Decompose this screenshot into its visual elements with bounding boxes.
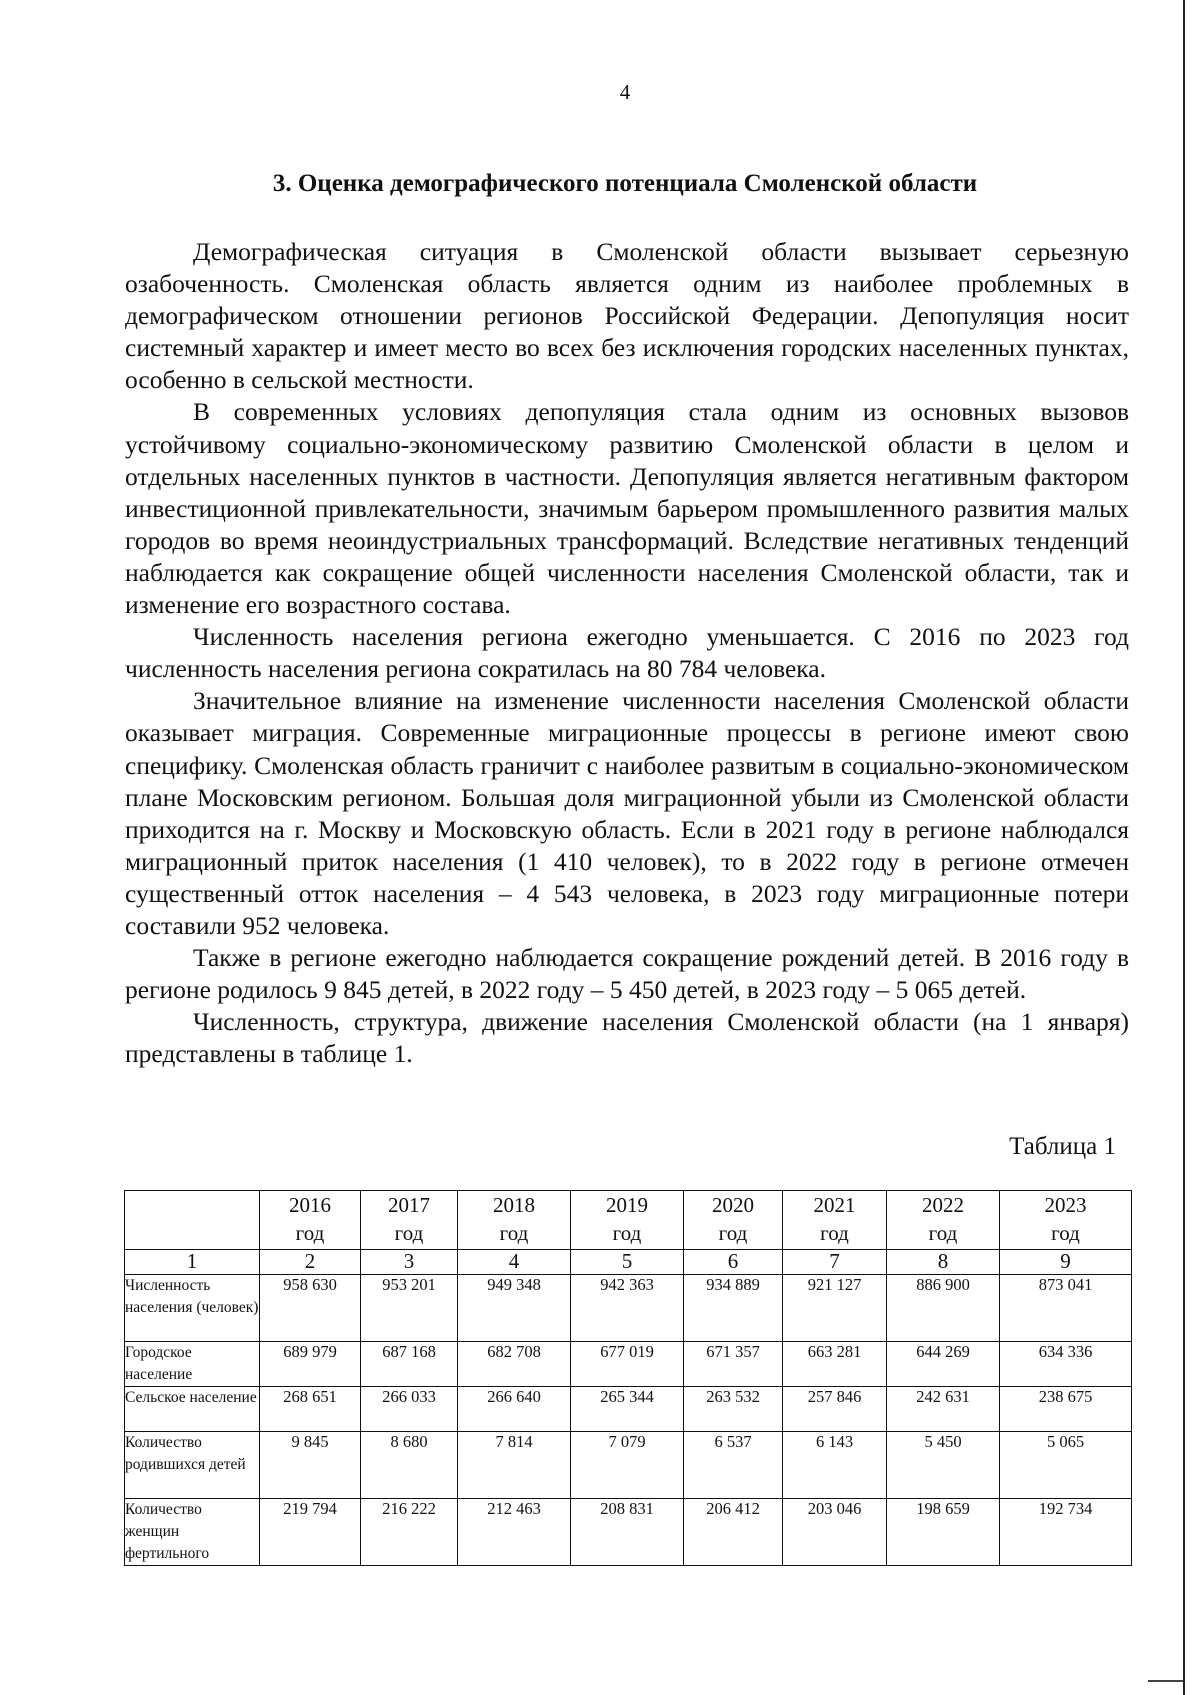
- table-row-population: [125, 1275, 1132, 1342]
- table-header-row: [125, 1191, 1132, 1250]
- year-suffix: год: [928, 1221, 958, 1245]
- year-suffix: год: [820, 1221, 849, 1245]
- table-row-fertile-women: [125, 1499, 1132, 1566]
- paragraph: В современных условиях депопуляция стала одним из основных вызовов устойчивому социально-экономическому развитию Смоленской области в целом и отдельных населенных пунктов в частности. Депопуляция является негативным фактором инвестиционной привлекательности, значимым барьером промышленного развития малых городов во время неоиндустриальных трансформаций. Вследствие негативных тенденций наблюдается как сокращение общей численности населения Смоленской области, так и изменение его возрастного состава.: [125, 397, 1129, 620]
- year-header-cell: [1000, 1191, 1132, 1250]
- table-cell: 265 344: [571, 1387, 684, 1432]
- year-header-cell: [783, 1191, 887, 1250]
- year-label: 2016: [289, 1193, 331, 1217]
- row-label: Количество женщин фертильного: [125, 1499, 260, 1566]
- year-label: 2020: [712, 1193, 754, 1217]
- table-cell: 5 065: [1000, 1432, 1132, 1499]
- table-cell: 687 168: [361, 1342, 458, 1387]
- year-header-cell: [684, 1191, 783, 1250]
- table-cell: 634 336: [1000, 1342, 1132, 1387]
- table-cell: 268 651: [260, 1387, 361, 1432]
- paragraph: Значительное влияние на изменение численности населения Смоленской области оказывает миграция. Современные миграционные процессы в регионе имеют свою специфику. Смоленская область граничит с наиболее развитым в социально-экономическом плане Московским регионом. Большая доля миграционной убыли из Смоленской области приходится на г. Москву и Московскую область. Если в 2021 году в регионе наблюдался миграционный приток населения (1 410 человек), то в 2022 году в регионе отмечен существенный отток населения – 4 543 человека, в 2023 году миграционные потери составили 952 человека.: [125, 686, 1129, 940]
- table-row-urban: [125, 1342, 1132, 1387]
- table-cell: 5 450: [887, 1432, 1000, 1499]
- column-number: 6: [684, 1250, 783, 1275]
- table-cell: 263 532: [684, 1387, 783, 1432]
- page-edge-rule: [1183, 0, 1185, 1695]
- table-cell: 689 979: [260, 1342, 361, 1387]
- table-cell: 644 269: [887, 1342, 1000, 1387]
- table-cell: 7 079: [571, 1432, 684, 1499]
- table-cell: 9 845: [260, 1432, 361, 1499]
- table-cell: 266 033: [361, 1387, 458, 1432]
- year-label: 2023: [1044, 1193, 1087, 1217]
- year-header-cell: [361, 1191, 458, 1250]
- table-cell: 949 348: [458, 1275, 571, 1342]
- year-label: 2019: [606, 1193, 648, 1217]
- year-suffix: год: [612, 1221, 642, 1245]
- table-cell: 953 201: [361, 1275, 458, 1342]
- row-label: Городское население: [125, 1342, 260, 1387]
- paragraph: Численность населения региона ежегодно уменьшается. С 2016 по 2023 год численность населения региона сократилась на 80 784 человека.: [125, 622, 1129, 684]
- table-cell: 6 537: [684, 1432, 783, 1499]
- column-number: 8: [887, 1250, 1000, 1275]
- table-cell: 219 794: [260, 1499, 361, 1566]
- row-label: Сельское население: [125, 1387, 260, 1432]
- column-number: 5: [571, 1250, 684, 1275]
- year-suffix: год: [499, 1221, 529, 1245]
- row-label: Численность населения (человек): [125, 1275, 260, 1342]
- year-header-cell: [458, 1191, 571, 1250]
- table-cell: 216 222: [361, 1499, 458, 1566]
- column-number-row: [125, 1250, 1132, 1275]
- table-row-births: [125, 1432, 1132, 1499]
- year-header-cell: [260, 1191, 361, 1250]
- table-cell: 682 708: [458, 1342, 571, 1387]
- paragraph: Демографическая ситуация в Смоленской области вызывает серьезную озабоченность. Смоленская область является одним из наиболее проблемных в демографическом отношении регионов Российской Федерации. Депопуляция носит системный характер и имеет место во всех без исключения городских населенных пунктах, особенно в сельской местности.: [125, 237, 1129, 395]
- table-cell: 206 412: [684, 1499, 783, 1566]
- column-number: 1: [125, 1250, 260, 1275]
- row-label: Количество родившихся детей: [125, 1432, 260, 1499]
- year-suffix: год: [394, 1221, 424, 1245]
- table-cell: 886 900: [887, 1275, 1000, 1342]
- table-cell: 212 463: [458, 1499, 571, 1566]
- body-text: [125, 236, 1129, 1070]
- table-cell: 934 889: [684, 1275, 783, 1342]
- table-cell: 208 831: [571, 1499, 684, 1566]
- table-cell: 942 363: [571, 1275, 684, 1342]
- table-cell: 677 019: [571, 1342, 684, 1387]
- table-cell: 873 041: [1000, 1275, 1132, 1342]
- column-number: 7: [783, 1250, 887, 1275]
- table-cell: 958 630: [260, 1275, 361, 1342]
- table-cell: 192 734: [1000, 1499, 1132, 1566]
- column-number: 9: [1000, 1250, 1132, 1275]
- paragraph: Численность, структура, движение населения Смоленской области (на 1 января) представлены в таблице 1.: [125, 1007, 1129, 1069]
- year-header-cell: [571, 1191, 684, 1250]
- page-number: 4: [619, 80, 631, 104]
- table-cell: 6 143: [783, 1432, 887, 1499]
- table-cell: 663 281: [783, 1342, 887, 1387]
- table-cell: 203 046: [783, 1499, 887, 1566]
- year-label: 2017: [388, 1193, 430, 1217]
- paragraph: Также в регионе ежегодно наблюдается сокращение рождений детей. В 2016 году в регионе родилось 9 845 детей, в 2022 году – 5 450 детей, в 2023 году – 5 065 детей.: [125, 943, 1129, 1005]
- column-number: 2: [260, 1250, 361, 1275]
- column-number: 3: [361, 1250, 458, 1275]
- year-suffix: год: [718, 1221, 748, 1245]
- table-cell: 257 846: [783, 1387, 887, 1432]
- page-corner-mark: [1148, 1680, 1183, 1682]
- table-cell: 7 814: [458, 1432, 571, 1499]
- header-label-cell: [125, 1191, 260, 1250]
- year-label: 2018: [493, 1193, 535, 1217]
- year-header-cell: [887, 1191, 1000, 1250]
- year-suffix: год: [295, 1221, 325, 1245]
- year-label: 2021: [813, 1193, 856, 1217]
- year-suffix: год: [1051, 1221, 1080, 1245]
- table-cell: 8 680: [361, 1432, 458, 1499]
- table-cell: 198 659: [887, 1499, 1000, 1566]
- table-cell: 671 357: [684, 1342, 783, 1387]
- column-number: 4: [458, 1250, 571, 1275]
- table-cell: 921 127: [783, 1275, 887, 1342]
- section-heading: 3. Оценка демографического потенциала Смоленской области: [272, 170, 978, 197]
- year-label: 2022: [922, 1193, 964, 1217]
- table-cell: 242 631: [887, 1387, 1000, 1432]
- population-table: [124, 1190, 1132, 1566]
- table-cell: 238 675: [1000, 1387, 1132, 1432]
- table-cell: 266 640: [458, 1387, 571, 1432]
- table-row-rural: [125, 1387, 1132, 1432]
- table-caption: Таблица 1: [1009, 1133, 1116, 1160]
